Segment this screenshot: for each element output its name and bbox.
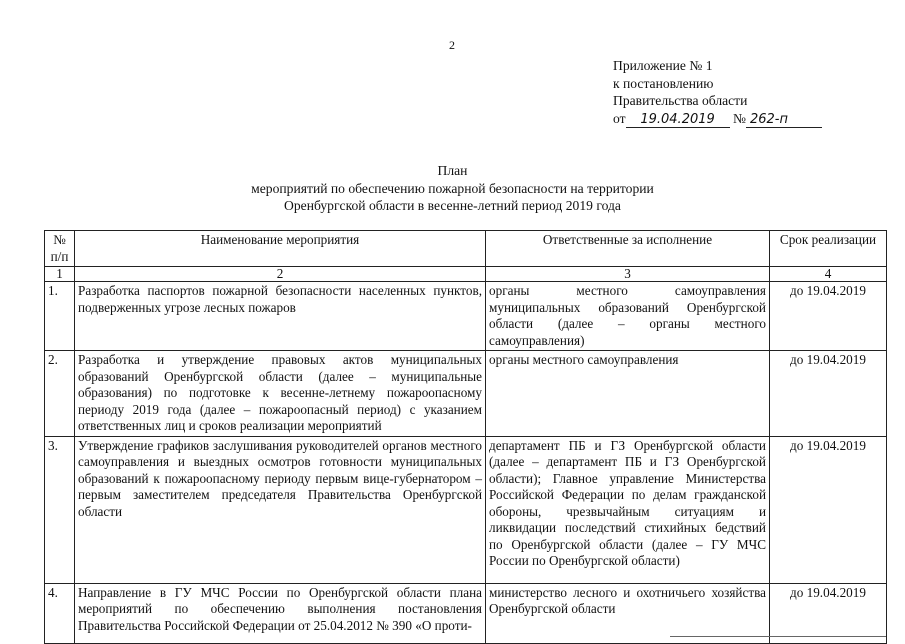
appendix-line-2: к постановлению <box>613 75 714 91</box>
handwritten-date: 19.04.2019 <box>626 113 730 128</box>
row-responsible: департамент ПБ и ГЗ Оренбургской области (далее – департамент ПБ и ГЗ Оренбургской области); Главное управление Министерства Российской Федерации по делам гражданской обороны, чрезвычайным ситуациям и ликвидации последствий стихийных бедствий по Оренбургской области (далее – ГУ МЧС России по Оренбургской области) <box>486 436 770 583</box>
table-row <box>45 351 887 437</box>
header-name: Наименование мероприятия <box>75 231 486 267</box>
row-name: Разработка паспортов пожарной безопасности населенных пунктов, подверженных угрозе лесных пожаров <box>75 282 486 351</box>
column-number: 3 <box>486 267 770 282</box>
column-number: 4 <box>770 267 887 282</box>
row-num: 4. <box>45 583 75 643</box>
header-deadline: Срок реализации <box>770 231 887 267</box>
measures-table <box>44 230 887 644</box>
row-responsible: органы местного самоуправления муниципальных образований Оренбургской области (далее – органы местного самоуправления) <box>486 282 770 351</box>
title-line-2: мероприятий по обеспечению пожарной безопасности на территории <box>251 180 654 196</box>
row-name: Направление в ГУ МЧС России по Оренбургской области плана мероприятий по обеспечению выполнения постановления Правительства Российской Федерации от 25.04.2012 № 390 «О проти- <box>75 583 486 643</box>
table-row <box>45 436 887 583</box>
appendix-header <box>613 57 822 128</box>
row-name: Разработка и утверждение правовых актов муниципальных образований Оренбургской области (далее – муниципальные образования) по подготовке к весенне-летнему пожароопасному периоду 2019 года (далее – пожароопасный период) с указанием ответственных лиц и сроков реализации мероприятий <box>75 351 486 437</box>
row-deadline: до 19.04.2019 <box>770 436 887 583</box>
number-label: № <box>732 110 746 126</box>
column-number: 2 <box>75 267 486 282</box>
appendix-line-1: Приложение № 1 <box>613 58 713 73</box>
document-title <box>0 162 905 215</box>
page-number: 2 <box>449 38 455 52</box>
row-num: 3. <box>45 436 75 583</box>
table-row <box>45 282 887 351</box>
from-label: от <box>613 110 626 126</box>
appendix-line-3: Правительства области <box>613 93 748 108</box>
row-responsible: министерство лесного и охотничьего хозяйства Оренбургской области <box>486 583 770 643</box>
row-deadline: до 19.04.2019 <box>770 282 887 351</box>
page-edge-line <box>670 636 886 637</box>
column-number: 1 <box>45 267 75 282</box>
row-responsible: органы местного самоуправления <box>486 351 770 437</box>
row-name: Утверждение графиков заслушивания руководителей органов местного самоуправления и выездных осмотров готовности муниципальных образований к пожароопасному периоду первым вице-губернатором – первым заместителем председателя Правительства Оренбургской области <box>75 436 486 583</box>
table-row <box>45 583 887 643</box>
title-line-1: План <box>437 163 468 178</box>
row-deadline: до 19.04.2019 <box>770 351 887 437</box>
handwritten-number: 262-п <box>746 113 822 128</box>
column-number-row <box>45 267 887 282</box>
appendix-decree-line <box>613 110 822 128</box>
row-deadline: до 19.04.2019 <box>770 583 887 643</box>
header-num: № п/п <box>45 231 75 267</box>
table-header-row <box>45 231 887 267</box>
row-num: 1. <box>45 282 75 351</box>
title-line-3: Оренбургской области в весенне-летний период 2019 года <box>284 198 621 213</box>
header-responsible: Ответственные за исполнение <box>486 231 770 267</box>
row-num: 2. <box>45 351 75 437</box>
